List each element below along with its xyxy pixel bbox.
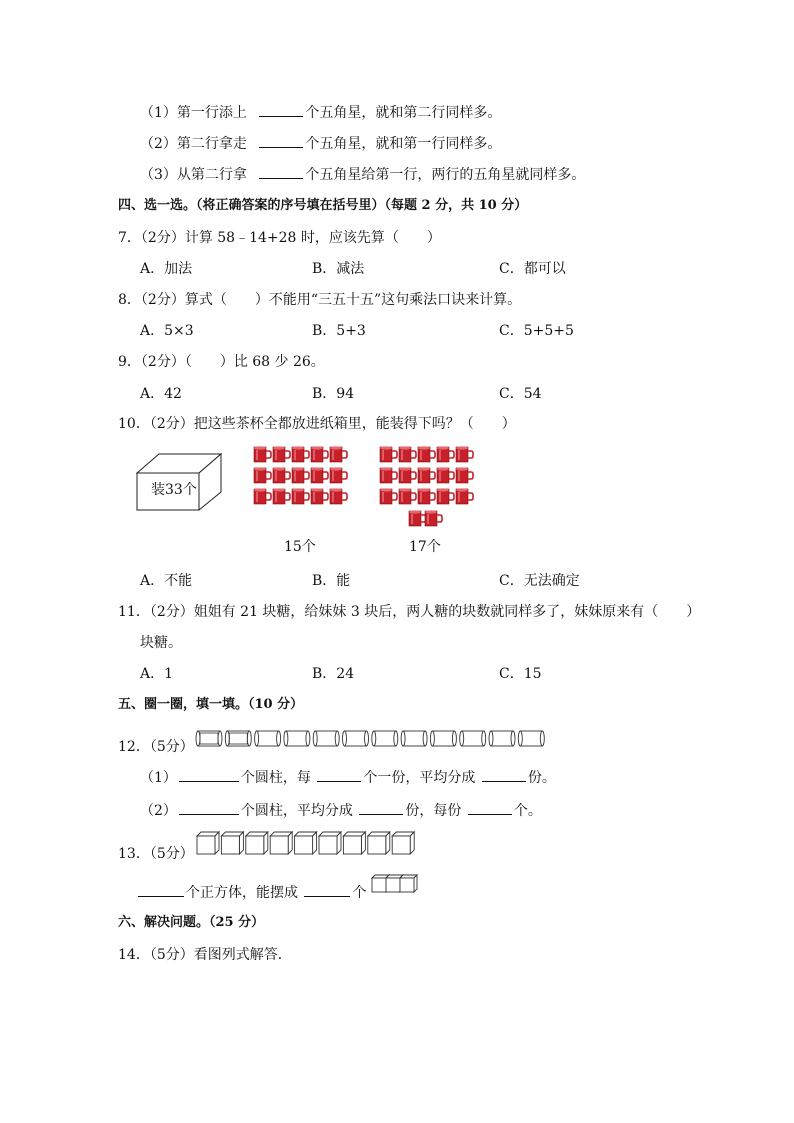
- q9-option-a[interactable]: A．42: [140, 386, 182, 402]
- cube-icon: [400, 875, 417, 892]
- red-cup-icon: [311, 467, 328, 483]
- q10-stem: 10．（2分）把这些茶杯全都放进纸箱里，能装得下吗？（ ）: [118, 416, 516, 432]
- cup-count-right: 17个: [409, 539, 441, 555]
- red-cup-icon: [330, 446, 347, 462]
- red-cup-icon: [437, 488, 454, 504]
- answer-blank[interactable]: [259, 166, 303, 179]
- red-cup-icon: [456, 446, 473, 462]
- cylinder-icon: [196, 731, 222, 746]
- cylinder-icon: [255, 731, 281, 746]
- answer-blank[interactable]: [138, 884, 184, 897]
- cube-icon: [246, 832, 268, 854]
- q12-sub1-text2: 个一份，平均分成: [363, 770, 476, 786]
- red-cup-icon: [409, 510, 426, 526]
- cylinder-icon: [372, 731, 398, 746]
- cube-icon: [221, 832, 243, 854]
- q11-option-b[interactable]: B．24: [312, 666, 355, 682]
- cylinder-icon: [460, 731, 486, 746]
- cube-icon: [368, 832, 390, 854]
- red-cup-icon: [273, 467, 290, 483]
- cylinder-icon: [401, 731, 427, 746]
- q10-option-a[interactable]: A．不能: [140, 573, 193, 589]
- q7-option-a[interactable]: A．加法: [140, 261, 193, 277]
- red-cup-icon: [418, 446, 435, 462]
- q12-sub1: [140, 769, 556, 787]
- red-cup-icon: [311, 488, 328, 504]
- red-cup-icon: [418, 488, 435, 504]
- red-cup-icon: [311, 446, 328, 462]
- cylinder-icon: [313, 731, 339, 746]
- cylinder-icon: [284, 731, 310, 746]
- q13-stem: 13．（5分）: [118, 846, 194, 862]
- cube-icon: [319, 832, 341, 854]
- cup-count-left: 15个: [284, 539, 316, 555]
- red-cup-icon: [254, 446, 271, 462]
- answer-blank[interactable]: [259, 104, 303, 117]
- red-cup-icon: [292, 467, 309, 483]
- q12-sub2-text2: 份，每份: [405, 803, 462, 819]
- q7-stem: 7．（2分）计算 58﹣14+28 时，应该先算（ ）: [118, 230, 441, 246]
- three-cube-strip-figure: [371, 874, 419, 892]
- q12-sub2-text1: 个圆柱，平均分成: [240, 803, 353, 819]
- q9-stem: 9．（2分）（ ）比 68 少 26。: [118, 354, 325, 370]
- answer-blank[interactable]: [317, 769, 361, 782]
- q9-option-b[interactable]: B．94: [312, 386, 355, 402]
- section-5-title: 五、圈一圈，填一填。（10 分）: [118, 697, 304, 712]
- red-cup-icon: [456, 488, 473, 504]
- cylinder-icon: [343, 731, 369, 746]
- red-cup-icon: [399, 446, 416, 462]
- q13-text2: 个: [352, 885, 367, 901]
- answer-blank[interactable]: [259, 135, 303, 148]
- cube-icon: [197, 832, 219, 854]
- red-cup-icon: [273, 446, 290, 462]
- q12-sub2-text3: 个。: [513, 803, 542, 819]
- q12-stem: 12．（5分）: [118, 739, 194, 755]
- answer-blank[interactable]: [359, 802, 403, 815]
- q7-option-b[interactable]: B．减法: [312, 261, 365, 277]
- q10-option-b[interactable]: B．能: [312, 573, 351, 589]
- red-cup-icon: [330, 488, 347, 504]
- q6-sub2-suffix: 个五角星，就和第一行同样多。: [305, 136, 502, 152]
- q9-option-c[interactable]: C．54: [499, 386, 542, 402]
- cylinder-icon: [430, 731, 456, 746]
- red-cup-icon: [425, 510, 442, 526]
- q6-sub1-suffix: 个五角星，就和第二行同样多。: [305, 105, 502, 121]
- cup-group-right: [380, 447, 480, 531]
- answer-blank[interactable]: [304, 884, 350, 897]
- q6-sub1: [140, 104, 501, 122]
- q11-option-a[interactable]: A．1: [140, 666, 174, 682]
- q12-sub2: [140, 802, 542, 820]
- q14-stem: 14．（5分）看图列式解答．: [118, 947, 292, 963]
- red-cup-icon: [254, 488, 271, 504]
- answer-blank[interactable]: [179, 769, 239, 782]
- cube-row-figure: [196, 831, 418, 857]
- q12-sub2-num: （2）: [140, 803, 177, 819]
- q6-sub2: [140, 135, 501, 153]
- section-4-title: 四、选一选。（将正确答案的序号填在括号里）（每题 2 分，共 10 分）: [118, 198, 528, 213]
- red-cup-icon: [437, 446, 454, 462]
- q13-answer-line: [138, 884, 366, 902]
- red-cup-icon: [292, 488, 309, 504]
- cylinder-icon: [518, 731, 544, 746]
- q10-option-c[interactable]: C．无法确定: [499, 573, 580, 589]
- answer-blank[interactable]: [179, 802, 239, 815]
- cylinder-row-figure: [196, 729, 548, 749]
- red-cup-icon: [456, 467, 473, 483]
- cylinder-icon: [225, 731, 251, 746]
- red-cup-icon: [399, 467, 416, 483]
- q7-option-c[interactable]: C．都可以: [499, 261, 566, 277]
- red-cup-icon: [330, 467, 347, 483]
- q12-sub1-num: （1）: [140, 770, 177, 786]
- q11-stem-continued: 块糖。: [140, 635, 182, 651]
- q12-sub1-text1: 个圆柱，每: [240, 770, 311, 786]
- cylinder-icon: [489, 731, 515, 746]
- red-cup-icon: [437, 467, 454, 483]
- cube-icon: [295, 832, 317, 854]
- red-cup-icon: [380, 446, 397, 462]
- carton-capacity-label: 装33个: [151, 482, 197, 498]
- answer-blank[interactable]: [482, 769, 526, 782]
- q6-sub3-prefix: （3）从第二行拿: [140, 167, 247, 183]
- q13-text1: 个正方体，能摆成: [186, 885, 298, 901]
- cube-icon: [392, 832, 414, 854]
- cup-group-left: [254, 447, 354, 511]
- q8-option-c[interactable]: C．5+5+5: [499, 323, 574, 339]
- q6-sub3: [140, 166, 585, 184]
- cube-icon: [343, 832, 365, 854]
- red-cup-icon: [380, 467, 397, 483]
- red-cup-icon: [273, 488, 290, 504]
- q8-stem: 8．（2分）算式（ ）不能用“三五十五”这句乘法口诀来计算。: [118, 292, 522, 308]
- q6-sub1-prefix: （1）第一行添上: [140, 105, 247, 121]
- q11-option-c[interactable]: C．15: [499, 666, 542, 682]
- q11-stem: 11．（2分）姐姐有 21 块糖，给妹妹 3 块后，两人糖的块数就同样多了，妹妹原来有（ ）: [118, 604, 701, 620]
- q8-option-b[interactable]: B．5+3: [312, 323, 366, 339]
- q8-option-a[interactable]: A．5×3: [140, 323, 194, 339]
- answer-blank[interactable]: [468, 802, 512, 815]
- q6-sub3-suffix: 个五角星给第一行，两行的五角星就同样多。: [305, 167, 586, 183]
- red-cup-icon: [399, 488, 416, 504]
- red-cup-icon: [292, 446, 309, 462]
- red-cup-icon: [418, 467, 435, 483]
- red-cup-icon: [380, 488, 397, 504]
- section-6-title: 六、解决问题。（25 分）: [118, 915, 265, 930]
- cube-icon: [270, 832, 292, 854]
- q12-sub1-text3: 份。: [527, 770, 556, 786]
- red-cup-icon: [254, 467, 271, 483]
- q6-sub2-prefix: （2）第二行拿走: [140, 136, 247, 152]
